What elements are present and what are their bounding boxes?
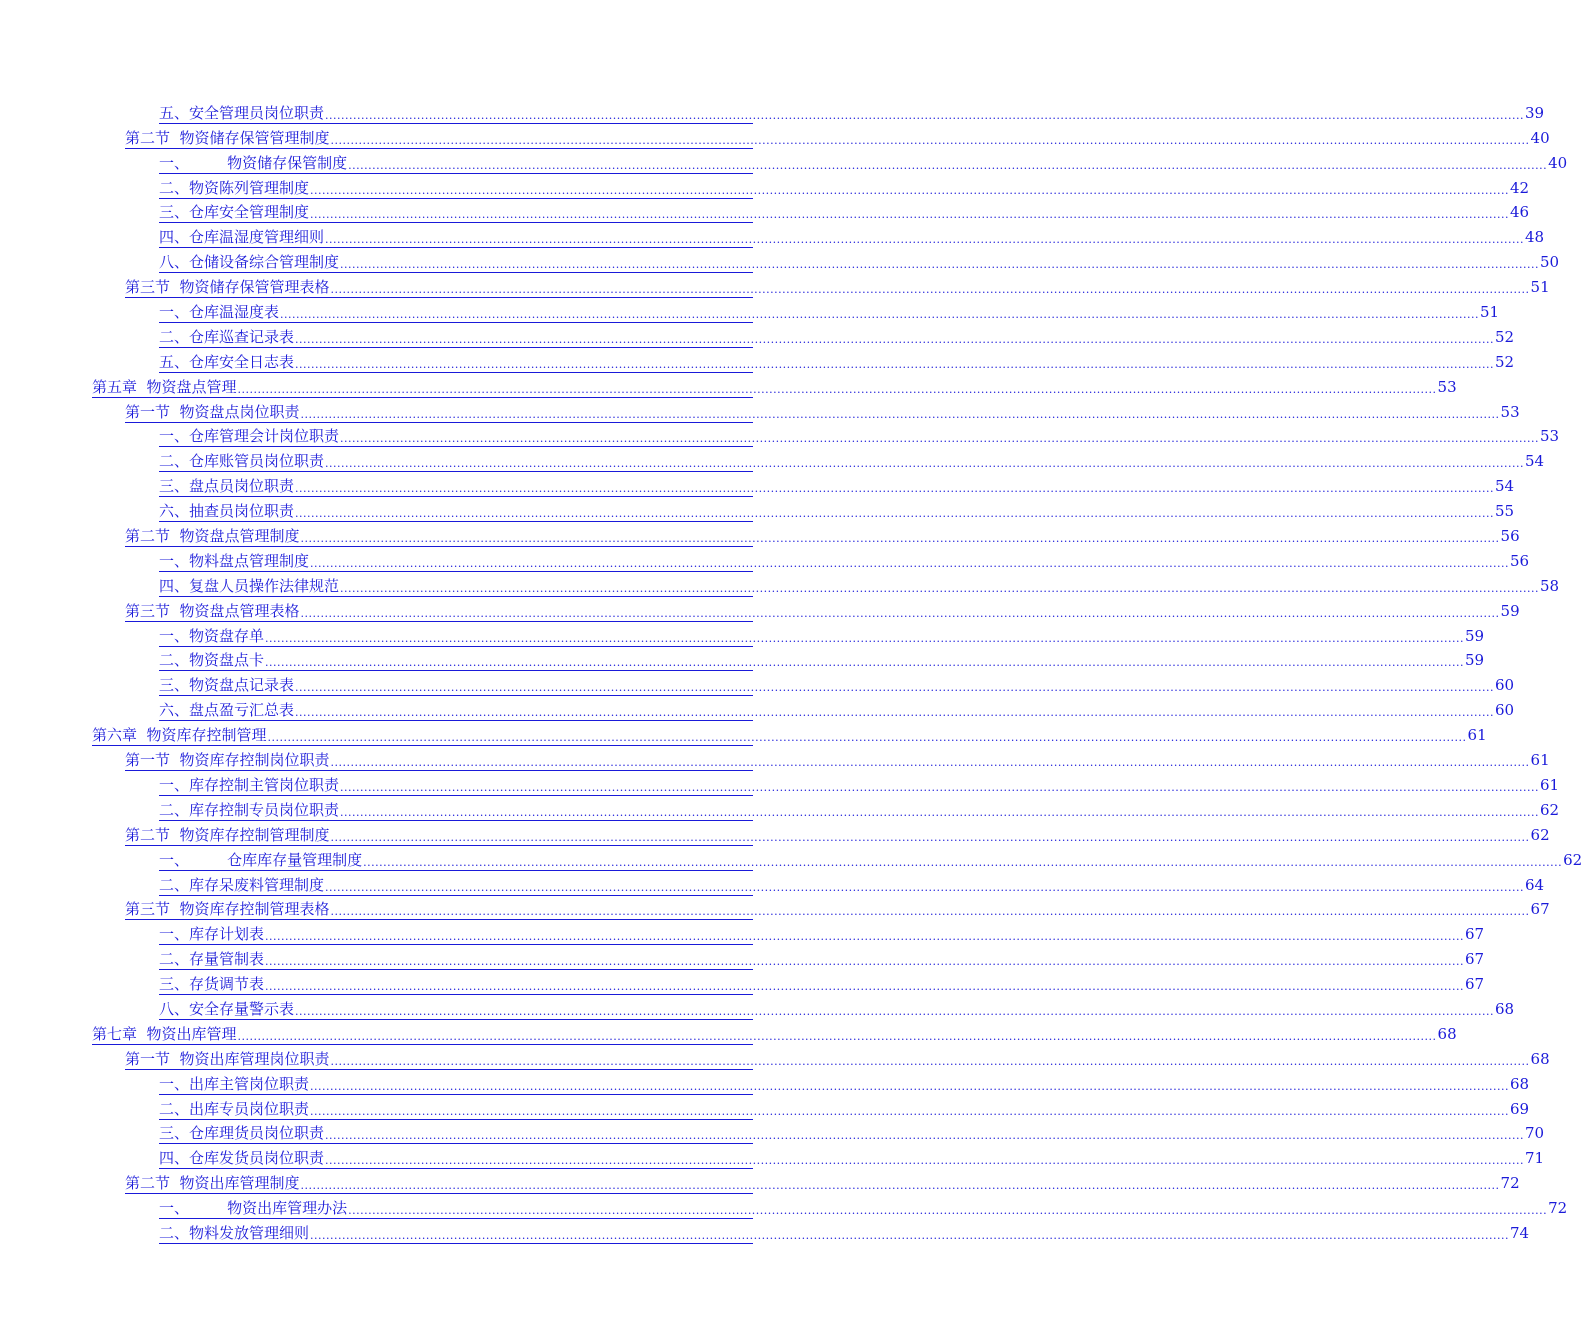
toc-entry-title: 一、出库主管岗位职责: [159, 1074, 310, 1093]
toc-entry-page-number: 69: [1510, 1099, 1530, 1118]
toc-entry[interactable]: [159, 348, 1515, 373]
toc-entry-page-number: 62: [1540, 800, 1560, 819]
toc-entry-link: [159, 875, 1545, 896]
toc-entry[interactable]: [159, 945, 1485, 970]
toc-entry-title: 一、 物资储存保管制度: [159, 153, 348, 172]
toc-entry[interactable]: [159, 970, 1485, 995]
toc-dot-leader: ............................................................................................................................................................................................................................................................................................................: [310, 208, 1509, 222]
toc-entry[interactable]: [159, 920, 1485, 945]
toc-entry[interactable]: [159, 248, 1560, 273]
toc-entry[interactable]: [92, 1020, 1457, 1045]
toc-entry-page-number: 74: [1510, 1223, 1530, 1242]
toc-dot-leader: ............................................................................................................................................................................................................................................................................................................: [348, 158, 1548, 172]
toc-entry[interactable]: [159, 472, 1515, 497]
toc-entry-link: [159, 352, 1515, 373]
toc-dot-leader: ............................................................................................................................................................................................................................................................................................................: [340, 805, 1539, 819]
toc-entry-title: 第一节 物资库存控制岗位职责: [125, 751, 330, 770]
toc-entry-link: [159, 651, 1485, 671]
toc-entry[interactable]: [159, 995, 1515, 1020]
toc-dot-leader: ............................................................................................................................................................................................................................................................................................................: [310, 1228, 1509, 1242]
toc-dot-leader: ............................................................................................................................................................................................................................................................................................................: [280, 308, 1479, 322]
toc-dot-leader: ............................................................................................................................................................................................................................................................................................................: [265, 631, 1464, 645]
toc-entry-page-number: 62: [1563, 850, 1582, 869]
toc-entry-page-number: 67: [1465, 975, 1485, 994]
toc-entry-link: [159, 303, 1500, 323]
toc-entry-page-number: 56: [1500, 527, 1520, 546]
toc-entry[interactable]: [159, 298, 1500, 323]
toc-entry-link: [159, 800, 1560, 821]
toc-entry[interactable]: [159, 174, 1530, 199]
toc-dot-leader: ............................................................................................................................................................................................................................................................................................................: [330, 905, 1530, 919]
toc-dot-leader: ............................................................................................................................................................................................................................................................................................................: [330, 133, 1530, 147]
toc-entry-title: 二、库存呆废料管理制度: [159, 875, 325, 894]
toc-entry-link: [159, 1149, 1545, 1169]
toc-entry[interactable]: [125, 746, 1550, 771]
toc-dot-leader: ............................................................................................................................................................................................................................................................................................................: [300, 606, 1500, 620]
toc-entry-page-number: 42: [1510, 178, 1530, 197]
toc-dot-leader: ............................................................................................................................................................................................................................................................................................................: [295, 1004, 1494, 1018]
toc-entry-page-number: 71: [1525, 1149, 1545, 1168]
toc-entry-page-number: 62: [1530, 825, 1550, 844]
toc-entry-page-number: 67: [1465, 925, 1485, 944]
toc-entry[interactable]: [159, 1070, 1530, 1095]
toc-entry[interactable]: [159, 671, 1515, 696]
toc-entry-title: 三、存货调节表: [159, 975, 265, 994]
toc-dot-leader: ............................................................................................................................................................................................................................................................................................................: [325, 108, 1524, 122]
toc-entry-link: [159, 626, 1485, 647]
toc-entry-page-number: 68: [1437, 1024, 1457, 1043]
toc-dot-leader: ............................................................................................................................................................................................................................................................................................................: [295, 357, 1494, 371]
toc-entry-link: [125, 402, 1520, 423]
toc-dot-leader: ............................................................................................................................................................................................................................................................................................................: [295, 482, 1494, 496]
toc-entry-title: 一、仓库管理会计岗位职责: [159, 427, 340, 446]
toc-entry-title: 第七章 物资出库管理: [92, 1024, 237, 1043]
toc-entry[interactable]: [125, 1045, 1550, 1070]
toc-entry-title: 五、安全管理员岗位职责: [159, 103, 325, 122]
toc-dot-leader: ............................................................................................................................................................................................................................................................................................................: [330, 283, 1530, 297]
toc-dot-leader: ............................................................................................................................................................................................................................................................................................................: [295, 507, 1494, 521]
toc-entry-page-number: 40: [1548, 153, 1568, 172]
toc-entry-link: [159, 975, 1485, 995]
toc-entry-page-number: 53: [1540, 427, 1560, 446]
table-of-contents: [0, 99, 1582, 1244]
toc-entry-link: [125, 527, 1520, 547]
toc-entry-title: 一、库存控制主管岗位职责: [159, 775, 340, 794]
toc-dot-leader: ............................................................................................................................................................................................................................................................................................................: [265, 930, 1464, 944]
toc-entry-link: [159, 452, 1545, 472]
toc-dot-leader: ............................................................................................................................................................................................................................................................................................................: [265, 955, 1464, 969]
toc-entry-page-number: 72: [1500, 1174, 1520, 1193]
toc-entry-page-number: 51: [1530, 278, 1550, 297]
toc-entry-link: [92, 726, 1487, 746]
toc-entry-title: 第二节 物资储存保管管理制度: [125, 128, 330, 147]
toc-entry[interactable]: [125, 821, 1550, 846]
toc-entry-page-number: 40: [1530, 128, 1550, 147]
toc-dot-leader: ............................................................................................................................................................................................................................................................................................................: [330, 1054, 1530, 1068]
toc-entry-page-number: 46: [1510, 203, 1530, 222]
toc-entry-title: 一、 物资出库管理办法: [159, 1199, 348, 1218]
toc-entry[interactable]: [125, 124, 1550, 149]
toc-entry-page-number: 54: [1525, 452, 1545, 471]
toc-entry-link: [125, 128, 1550, 149]
toc-entry[interactable]: [159, 1095, 1530, 1120]
toc-entry-page-number: 53: [1437, 377, 1457, 396]
toc-dot-leader: ............................................................................................................................................................................................................................................................................................................: [363, 855, 1563, 869]
toc-entry[interactable]: [159, 1120, 1545, 1145]
toc-dot-leader: ............................................................................................................................................................................................................................................................................................................: [348, 1204, 1548, 1218]
toc-entry-title: 三、物资盘点记录表: [159, 676, 295, 695]
toc-dot-leader: ............................................................................................................................................................................................................................................................................................................: [310, 1079, 1509, 1093]
toc-entry[interactable]: [159, 199, 1530, 224]
toc-entry-page-number: 56: [1510, 551, 1530, 570]
toc-entry-page-number: 54: [1495, 477, 1515, 496]
toc-entry-page-number: 50: [1540, 253, 1560, 272]
toc-entry-page-number: 61: [1540, 775, 1560, 794]
toc-entry[interactable]: [159, 99, 1545, 124]
toc-dot-leader: ............................................................................................................................................................................................................................................................................................................: [237, 382, 1437, 396]
toc-dot-leader: ............................................................................................................................................................................................................................................................................................................: [237, 1029, 1437, 1043]
toc-entry-title: 三、仓库安全管理制度: [159, 203, 310, 222]
toc-entry-title: 一、物资盘存单: [159, 626, 265, 645]
toc-entry-page-number: 68: [1530, 1049, 1550, 1068]
toc-entry-title: 一、仓库温湿度表: [159, 303, 280, 322]
toc-entry-link: [159, 178, 1530, 199]
toc-entry-title: 第三节 物资库存控制管理表格: [125, 900, 330, 919]
toc-dot-leader: ............................................................................................................................................................................................................................................................................................................: [340, 581, 1539, 595]
toc-entry[interactable]: [125, 522, 1520, 547]
toc-dot-leader: ............................................................................................................................................................................................................................................................................................................: [295, 681, 1494, 695]
toc-entry-page-number: 52: [1495, 352, 1515, 371]
toc-dot-leader: ............................................................................................................................................................................................................................................................................................................: [295, 332, 1494, 346]
toc-entry-title: 八、安全存量警示表: [159, 999, 295, 1018]
toc-entry-link: [159, 551, 1530, 572]
toc-entry-link: [125, 278, 1550, 298]
toc-entry-title: 八、仓储设备综合管理制度: [159, 253, 340, 272]
toc-entry[interactable]: [125, 398, 1520, 423]
toc-entry-link: [159, 253, 1560, 273]
toc-entry-title: 第二节 物资出库管理制度: [125, 1174, 300, 1193]
toc-dot-leader: ............................................................................................................................................................................................................................................................................................................: [310, 183, 1509, 197]
toc-entry[interactable]: [159, 323, 1515, 348]
toc-entry-title: 第一节 物资盘点岗位职责: [125, 402, 300, 421]
toc-entry-title: 二、仓库账管员岗位职责: [159, 452, 325, 471]
toc-entry[interactable]: [159, 622, 1485, 647]
toc-entry-link: [125, 1174, 1520, 1194]
toc-entry-title: 二、物资盘点卡: [159, 651, 265, 670]
toc-entry-title: 二、物资陈列管理制度: [159, 178, 310, 197]
toc-dot-leader: ............................................................................................................................................................................................................................................................................................................: [300, 532, 1500, 546]
toc-entry-link: [159, 1223, 1530, 1244]
toc-entry-page-number: 52: [1495, 327, 1515, 346]
toc-entry[interactable]: [125, 896, 1550, 921]
toc-entry-page-number: 55: [1495, 502, 1515, 521]
toc-dot-leader: ............................................................................................................................................................................................................................................................................................................: [325, 1154, 1524, 1168]
toc-entry-title: 第一节 物资出库管理岗位职责: [125, 1049, 330, 1068]
toc-entry[interactable]: [159, 1194, 1568, 1219]
toc-entry-title: 六、盘点盈亏汇总表: [159, 701, 295, 720]
toc-entry[interactable]: [125, 597, 1520, 622]
toc-entry-page-number: 70: [1525, 1124, 1545, 1143]
toc-dot-leader: ............................................................................................................................................................................................................................................................................................................: [340, 258, 1539, 272]
toc-entry-link: [159, 477, 1515, 497]
toc-entry-page-number: 59: [1465, 651, 1485, 670]
toc-entry-page-number: 58: [1540, 576, 1560, 595]
toc-entry-link: [159, 775, 1560, 796]
toc-dot-leader: ............................................................................................................................................................................................................................................................................................................: [300, 1179, 1500, 1193]
toc-entry-link: [159, 1199, 1568, 1219]
toc-entry[interactable]: [159, 1144, 1545, 1169]
toc-entry-link: [159, 1099, 1530, 1120]
toc-entry[interactable]: [159, 547, 1530, 572]
toc-entry-title: 第二节 物资盘点管理制度: [125, 527, 300, 546]
toc-entry-title: 五、仓库安全日志表: [159, 352, 295, 371]
toc-entry-page-number: 48: [1525, 228, 1545, 247]
toc-entry-link: [92, 377, 1457, 398]
toc-entry[interactable]: [159, 423, 1560, 448]
toc-entry-link: [159, 701, 1515, 721]
toc-entry-page-number: 61: [1467, 726, 1487, 745]
toc-entry-link: [159, 925, 1485, 945]
toc-entry[interactable]: [159, 846, 1582, 871]
toc-entry[interactable]: [159, 647, 1485, 672]
toc-entry-link: [159, 850, 1582, 871]
toc-entry-title: 第三节 物资盘点管理表格: [125, 601, 300, 620]
toc-entry-title: 六、抽查员岗位职责: [159, 502, 295, 521]
toc-entry-title: 四、仓库发货员岗位职责: [159, 1149, 325, 1168]
toc-entry-title: 四、复盘人员操作法律规范: [159, 576, 340, 595]
toc-entry-link: [159, 1124, 1545, 1144]
toc-entry-title: 一、 仓库库存量管理制度: [159, 850, 363, 869]
toc-entry[interactable]: [159, 572, 1560, 597]
toc-entry[interactable]: [159, 223, 1545, 248]
toc-entry-title: 第三节 物资储存保管管理表格: [125, 278, 330, 297]
toc-entry-page-number: 68: [1510, 1074, 1530, 1093]
toc-entry-page-number: 67: [1465, 950, 1485, 969]
toc-entry-page-number: 60: [1495, 701, 1515, 720]
toc-entry-link: [159, 203, 1530, 223]
toc-entry-title: 四、仓库温湿度管理细则: [159, 228, 325, 247]
toc-entry-link: [125, 1049, 1550, 1070]
toc-entry-title: 二、出库专员岗位职责: [159, 1099, 310, 1118]
toc-dot-leader: ............................................................................................................................................................................................................................................................................................................: [325, 457, 1524, 471]
toc-entry-title: 第六章 物资库存控制管理: [92, 726, 267, 745]
toc-entry[interactable]: [92, 721, 1487, 746]
toc-entry-page-number: 67: [1530, 900, 1550, 919]
toc-entry-title: 三、盘点员岗位职责: [159, 477, 295, 496]
toc-entry-link: [159, 502, 1515, 522]
toc-dot-leader: ............................................................................................................................................................................................................................................................................................................: [325, 233, 1524, 247]
toc-entry-link: [159, 427, 1560, 447]
toc-entry[interactable]: [159, 696, 1515, 721]
toc-entry[interactable]: [159, 447, 1545, 472]
toc-dot-leader: ............................................................................................................................................................................................................................................................................................................: [310, 1104, 1509, 1118]
toc-entry-title: 第五章 物资盘点管理: [92, 377, 237, 396]
toc-entry-link: [159, 153, 1568, 174]
toc-dot-leader: ............................................................................................................................................................................................................................................................................................................: [325, 880, 1524, 894]
toc-entry[interactable]: [159, 871, 1545, 896]
toc-entry-title: 一、库存计划表: [159, 925, 265, 944]
toc-entry-link: [159, 676, 1515, 696]
toc-dot-leader: ............................................................................................................................................................................................................................................................................................................: [295, 706, 1494, 720]
toc-entry-link: [125, 751, 1550, 771]
toc-entry-page-number: 59: [1500, 601, 1520, 620]
toc-entry-link: [159, 999, 1515, 1020]
toc-dot-leader: ............................................................................................................................................................................................................................................................................................................: [340, 432, 1539, 446]
toc-entry[interactable]: [125, 1169, 1520, 1194]
toc-dot-leader: ............................................................................................................................................................................................................................................................................................................: [265, 980, 1464, 994]
toc-dot-leader: ............................................................................................................................................................................................................................................................................................................: [265, 656, 1464, 670]
toc-dot-leader: ............................................................................................................................................................................................................................................................................................................: [330, 756, 1530, 770]
toc-entry[interactable]: [159, 771, 1560, 796]
toc-entry-title: 二、物料发放管理细则: [159, 1223, 310, 1242]
toc-entry[interactable]: [159, 796, 1560, 821]
toc-entry-title: 二、存量管制表: [159, 950, 265, 969]
toc-entry-link: [159, 1074, 1530, 1095]
toc-dot-leader: ............................................................................................................................................................................................................................................................................................................: [300, 407, 1500, 421]
toc-entry-link: [159, 103, 1545, 124]
toc-entry-page-number: 64: [1525, 875, 1545, 894]
toc-entry-link: [159, 327, 1515, 348]
toc-entry-page-number: 60: [1495, 676, 1515, 695]
toc-dot-leader: ............................................................................................................................................................................................................................................................................................................: [267, 731, 1467, 745]
toc-entry-page-number: 61: [1530, 751, 1550, 770]
toc-entry-page-number: 72: [1548, 1199, 1568, 1218]
toc-entry[interactable]: [159, 149, 1568, 174]
toc-entry-title: 二、仓库巡查记录表: [159, 327, 295, 346]
toc-entry-page-number: 68: [1495, 999, 1515, 1018]
toc-entry[interactable]: [92, 373, 1457, 398]
toc-entry-title: 第二节 物资库存控制管理制度: [125, 825, 330, 844]
toc-entry-page-number: 51: [1480, 303, 1500, 322]
toc-entry-link: [159, 950, 1485, 970]
toc-entry[interactable]: [159, 497, 1515, 522]
toc-entry-link: [159, 576, 1560, 597]
toc-entry-title: 二、库存控制专员岗位职责: [159, 800, 340, 819]
toc-entry-link: [92, 1024, 1457, 1045]
toc-entry-link: [159, 228, 1545, 248]
toc-dot-leader: ............................................................................................................................................................................................................................................................................................................: [310, 556, 1509, 570]
toc-dot-leader: ............................................................................................................................................................................................................................................................................................................: [330, 830, 1530, 844]
toc-entry[interactable]: [125, 273, 1550, 298]
toc-entry-link: [125, 825, 1550, 846]
toc-dot-leader: ............................................................................................................................................................................................................................................................................................................: [325, 1129, 1524, 1143]
toc-entry-page-number: 39: [1525, 103, 1545, 122]
toc-entry-page-number: 59: [1465, 626, 1485, 645]
toc-dot-leader: ............................................................................................................................................................................................................................................................................................................: [340, 780, 1539, 794]
toc-entry-title: 三、仓库理货员岗位职责: [159, 1124, 325, 1143]
toc-entry-link: [125, 601, 1520, 622]
toc-entry-link: [125, 900, 1550, 920]
toc-entry-title: 一、物料盘点管理制度: [159, 551, 310, 570]
toc-entry[interactable]: [159, 1219, 1530, 1244]
toc-entry-page-number: 53: [1500, 402, 1520, 421]
